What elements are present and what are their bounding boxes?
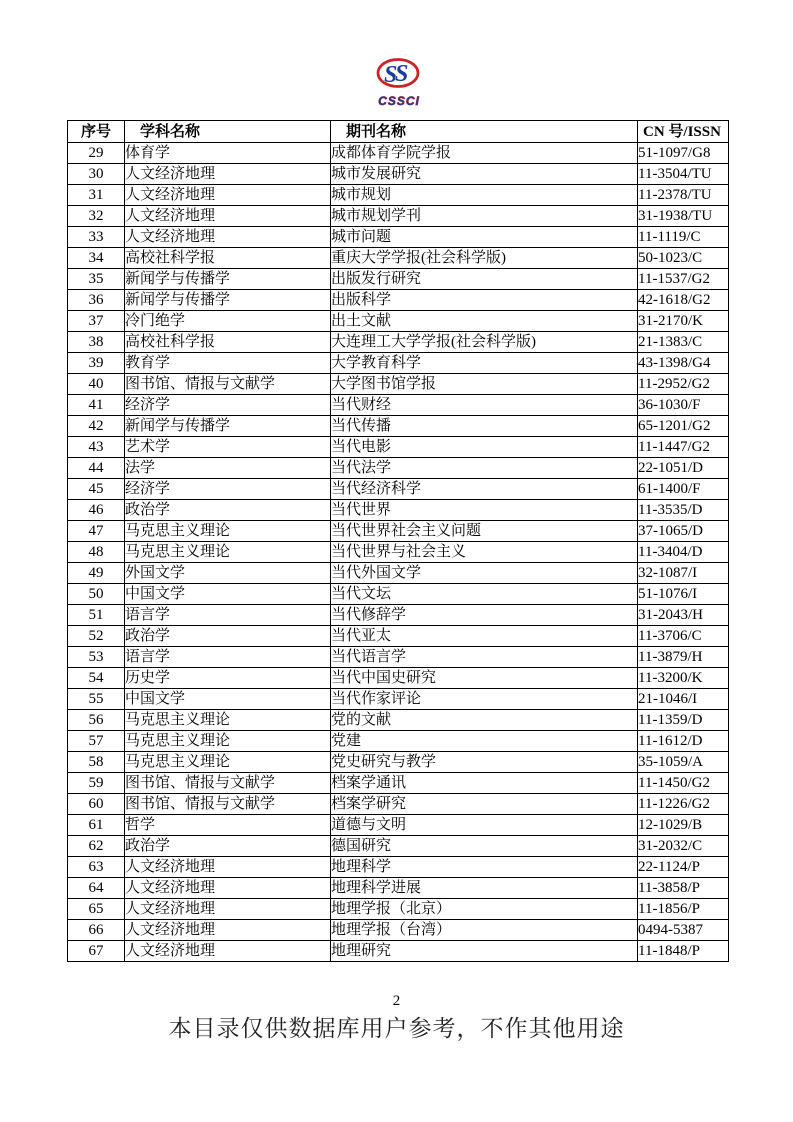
cell-seq: 53 <box>68 647 125 668</box>
cell-cn-issn: 61-1400/F <box>638 479 729 500</box>
cell-journal: 大学图书馆学报 <box>331 374 638 395</box>
cell-seq: 56 <box>68 710 125 731</box>
cell-seq: 52 <box>68 626 125 647</box>
table-row <box>68 563 729 584</box>
cell-journal: 城市发展研究 <box>331 164 638 185</box>
cell-seq: 50 <box>68 584 125 605</box>
cell-journal: 当代语言学 <box>331 647 638 668</box>
table-row <box>68 164 729 185</box>
cell-discipline: 语言学 <box>125 647 331 668</box>
cell-journal: 当代亚太 <box>331 626 638 647</box>
table-row <box>68 710 729 731</box>
table-header-row <box>68 121 729 143</box>
double-s-icon <box>384 61 408 88</box>
cell-journal: 地理学报（台湾） <box>331 920 638 941</box>
cell-cn-issn: 11-1856/P <box>638 899 729 920</box>
cell-journal: 城市规划 <box>331 185 638 206</box>
table-row <box>68 479 729 500</box>
cell-journal: 地理研究 <box>331 941 638 962</box>
cell-journal: 城市问题 <box>331 227 638 248</box>
table-row <box>68 899 729 920</box>
cell-seq: 35 <box>68 269 125 290</box>
table-row <box>68 920 729 941</box>
cell-discipline: 中国文学 <box>125 584 331 605</box>
cell-discipline: 体育学 <box>125 143 331 164</box>
table-row <box>68 689 729 710</box>
cell-cn-issn: 21-1383/C <box>638 332 729 353</box>
table-row <box>68 416 729 437</box>
cell-discipline: 图书馆、情报与文献学 <box>125 773 331 794</box>
cell-discipline: 法学 <box>125 458 331 479</box>
cell-seq: 43 <box>68 437 125 458</box>
cell-journal: 当代外国文学 <box>331 563 638 584</box>
cell-cn-issn: 22-1051/D <box>638 458 729 479</box>
cell-seq: 57 <box>68 731 125 752</box>
table-row <box>68 731 729 752</box>
cell-discipline: 高校社科学报 <box>125 248 331 269</box>
cell-seq: 40 <box>68 374 125 395</box>
cell-journal: 党建 <box>331 731 638 752</box>
cell-seq: 55 <box>68 689 125 710</box>
table-row <box>68 269 729 290</box>
table-row <box>68 584 729 605</box>
cell-discipline: 人文经济地理 <box>125 185 331 206</box>
cell-seq: 49 <box>68 563 125 584</box>
cell-seq: 54 <box>68 668 125 689</box>
cell-journal: 档案学研究 <box>331 794 638 815</box>
table-row <box>68 395 729 416</box>
cell-cn-issn: 11-1612/D <box>638 731 729 752</box>
cell-seq: 42 <box>68 416 125 437</box>
cell-journal: 当代世界与社会主义 <box>331 542 638 563</box>
cell-seq: 62 <box>68 836 125 857</box>
cell-discipline: 马克思主义理论 <box>125 521 331 542</box>
table-row <box>68 227 729 248</box>
table-row <box>68 878 729 899</box>
cell-cn-issn: 51-1097/G8 <box>638 143 729 164</box>
cell-discipline: 外国文学 <box>125 563 331 584</box>
cell-journal: 当代修辞学 <box>331 605 638 626</box>
cell-cn-issn: 11-1226/G2 <box>638 794 729 815</box>
cell-journal: 当代电影 <box>331 437 638 458</box>
cell-journal: 出版发行研究 <box>331 269 638 290</box>
table-row <box>68 815 729 836</box>
cell-discipline: 政治学 <box>125 836 331 857</box>
cell-seq: 31 <box>68 185 125 206</box>
cell-discipline: 新闻学与传播学 <box>125 290 331 311</box>
table-row <box>68 542 729 563</box>
cell-seq: 48 <box>68 542 125 563</box>
cell-cn-issn: 11-1119/C <box>638 227 729 248</box>
table-row <box>68 647 729 668</box>
cell-seq: 47 <box>68 521 125 542</box>
cell-discipline: 人文经济地理 <box>125 164 331 185</box>
cell-discipline: 哲学 <box>125 815 331 836</box>
cell-discipline: 历史学 <box>125 668 331 689</box>
cell-seq: 59 <box>68 773 125 794</box>
table-row <box>68 794 729 815</box>
cell-journal: 道德与文明 <box>331 815 638 836</box>
cell-seq: 67 <box>68 941 125 962</box>
cell-journal: 成都体育学院学报 <box>331 143 638 164</box>
cell-cn-issn: 50-1023/C <box>638 248 729 269</box>
page-number: 2 <box>392 993 401 1009</box>
cell-discipline: 新闻学与传播学 <box>125 269 331 290</box>
cell-seq: 61 <box>68 815 125 836</box>
cell-journal: 当代法学 <box>331 458 638 479</box>
cell-journal: 大学教育科学 <box>331 353 638 374</box>
cell-cn-issn: 35-1059/A <box>638 752 729 773</box>
cell-seq: 38 <box>68 332 125 353</box>
cell-discipline: 高校社科学报 <box>125 332 331 353</box>
cell-discipline: 图书馆、情报与文献学 <box>125 794 331 815</box>
col-header-cn-issn: CN 号/ISSN <box>638 121 729 143</box>
table-row <box>68 206 729 227</box>
cell-seq: 29 <box>68 143 125 164</box>
cell-cn-issn: 11-3404/D <box>638 542 729 563</box>
cell-discipline: 马克思主义理论 <box>125 542 331 563</box>
cell-discipline: 人文经济地理 <box>125 920 331 941</box>
table-row <box>68 458 729 479</box>
cell-journal: 当代中国史研究 <box>331 668 638 689</box>
cell-seq: 58 <box>68 752 125 773</box>
cell-seq: 33 <box>68 227 125 248</box>
table-row <box>68 143 729 164</box>
col-header-journal: 期刊名称 <box>331 121 638 143</box>
cell-discipline: 人文经济地理 <box>125 227 331 248</box>
cell-seq: 30 <box>68 164 125 185</box>
cell-journal: 当代作家评论 <box>331 689 638 710</box>
cell-cn-issn: 42-1618/G2 <box>638 290 729 311</box>
cell-seq: 60 <box>68 794 125 815</box>
table-row <box>68 332 729 353</box>
cell-cn-issn: 11-1537/G2 <box>638 269 729 290</box>
cell-cn-issn: 65-1201/G2 <box>638 416 729 437</box>
cssci-logo <box>364 58 432 110</box>
cell-cn-issn: 11-2952/G2 <box>638 374 729 395</box>
cell-discipline: 人文经济地理 <box>125 206 331 227</box>
cell-cn-issn: 36-1030/F <box>638 395 729 416</box>
col-header-discipline: 学科名称 <box>125 121 331 143</box>
journal-table-body <box>68 143 729 962</box>
cell-discipline: 经济学 <box>125 479 331 500</box>
cell-seq: 64 <box>68 878 125 899</box>
cell-discipline: 马克思主义理论 <box>125 710 331 731</box>
cell-seq: 66 <box>68 920 125 941</box>
cell-discipline: 艺术学 <box>125 437 331 458</box>
cell-discipline: 新闻学与传播学 <box>125 416 331 437</box>
cell-discipline: 政治学 <box>125 626 331 647</box>
cell-discipline: 冷门绝学 <box>125 311 331 332</box>
cell-journal: 党史研究与教学 <box>331 752 638 773</box>
table-row <box>68 521 729 542</box>
cell-seq: 44 <box>68 458 125 479</box>
cell-journal: 出版科学 <box>331 290 638 311</box>
cell-discipline: 语言学 <box>125 605 331 626</box>
cell-journal: 地理学报（北京） <box>331 899 638 920</box>
cell-cn-issn: 31-2032/C <box>638 836 729 857</box>
table-row <box>68 374 729 395</box>
cell-journal: 出土文献 <box>331 311 638 332</box>
cell-discipline: 人文经济地理 <box>125 941 331 962</box>
svg-text:S: S <box>395 61 409 87</box>
table-row <box>68 668 729 689</box>
table-row <box>68 437 729 458</box>
cell-cn-issn: 32-1087/I <box>638 563 729 584</box>
cell-cn-issn: 51-1076/I <box>638 584 729 605</box>
cell-seq: 34 <box>68 248 125 269</box>
cell-journal: 地理科学 <box>331 857 638 878</box>
cell-cn-issn: 43-1398/G4 <box>638 353 729 374</box>
cell-seq: 36 <box>68 290 125 311</box>
table-row <box>68 248 729 269</box>
cell-cn-issn: 11-1359/D <box>638 710 729 731</box>
cell-seq: 63 <box>68 857 125 878</box>
cell-journal: 当代经济科学 <box>331 479 638 500</box>
cell-journal: 当代传播 <box>331 416 638 437</box>
cell-cn-issn: 22-1124/P <box>638 857 729 878</box>
cell-cn-issn: 11-3706/C <box>638 626 729 647</box>
cell-journal: 地理科学进展 <box>331 878 638 899</box>
cell-seq: 65 <box>68 899 125 920</box>
cell-journal: 党的文献 <box>331 710 638 731</box>
cell-cn-issn: 21-1046/I <box>638 689 729 710</box>
cell-cn-issn: 31-1938/TU <box>638 206 729 227</box>
cell-cn-issn: 11-2378/TU <box>638 185 729 206</box>
cell-cn-issn: 37-1065/D <box>638 521 729 542</box>
cell-cn-issn: 12-1029/B <box>638 815 729 836</box>
cell-journal: 重庆大学学报(社会科学版) <box>331 248 638 269</box>
cell-journal: 当代文坛 <box>331 584 638 605</box>
table-row <box>68 836 729 857</box>
cell-seq: 39 <box>68 353 125 374</box>
cell-seq: 37 <box>68 311 125 332</box>
cell-discipline: 马克思主义理论 <box>125 752 331 773</box>
cell-discipline: 教育学 <box>125 353 331 374</box>
table-row <box>68 773 729 794</box>
cell-cn-issn: 11-3200/K <box>638 668 729 689</box>
cell-cn-issn: 11-3504/TU <box>638 164 729 185</box>
col-header-seq: 序号 <box>68 121 125 143</box>
cell-cn-issn: 11-3879/H <box>638 647 729 668</box>
cell-journal: 大连理工大学学报(社会科学版) <box>331 332 638 353</box>
cssci-logo-icon <box>364 58 432 110</box>
cell-cn-issn: 11-1447/G2 <box>638 437 729 458</box>
table-row <box>68 626 729 647</box>
table-row <box>68 290 729 311</box>
cell-discipline: 人文经济地理 <box>125 878 331 899</box>
cell-discipline: 人文经济地理 <box>125 857 331 878</box>
cell-discipline: 政治学 <box>125 500 331 521</box>
cell-discipline: 图书馆、情报与文献学 <box>125 374 331 395</box>
cell-journal: 当代财经 <box>331 395 638 416</box>
cell-seq: 32 <box>68 206 125 227</box>
cell-journal: 城市规划学刊 <box>331 206 638 227</box>
table-row <box>68 752 729 773</box>
cell-cn-issn: 11-1848/P <box>638 941 729 962</box>
cell-seq: 46 <box>68 500 125 521</box>
cell-cn-issn: 11-1450/G2 <box>638 773 729 794</box>
cell-journal: 当代世界社会主义问题 <box>331 521 638 542</box>
cell-discipline: 马克思主义理论 <box>125 731 331 752</box>
journal-table <box>67 120 729 962</box>
cell-discipline: 人文经济地理 <box>125 899 331 920</box>
table-row <box>68 353 729 374</box>
cssci-logo-text: CSSCI <box>378 94 420 108</box>
svg-text:S: S <box>384 62 398 88</box>
cell-journal: 当代世界 <box>331 500 638 521</box>
table-row <box>68 857 729 878</box>
cell-seq: 45 <box>68 479 125 500</box>
table-row <box>68 605 729 626</box>
cell-seq: 41 <box>68 395 125 416</box>
cell-discipline: 经济学 <box>125 395 331 416</box>
cell-discipline: 中国文学 <box>125 689 331 710</box>
cell-cn-issn: 11-3535/D <box>638 500 729 521</box>
watermark-notice: 本目录仅供数据库用户参考，不作其他用途 <box>168 1016 625 1042</box>
table-row <box>68 941 729 962</box>
cell-cn-issn: 0494-5387 <box>638 920 729 941</box>
table-row <box>68 500 729 521</box>
cell-seq: 51 <box>68 605 125 626</box>
cell-cn-issn: 31-2043/H <box>638 605 729 626</box>
table-row <box>68 311 729 332</box>
table-row <box>68 185 729 206</box>
cell-cn-issn: 31-2170/K <box>638 311 729 332</box>
cell-journal: 档案学通讯 <box>331 773 638 794</box>
cell-cn-issn: 11-3858/P <box>638 878 729 899</box>
cell-journal: 德国研究 <box>331 836 638 857</box>
